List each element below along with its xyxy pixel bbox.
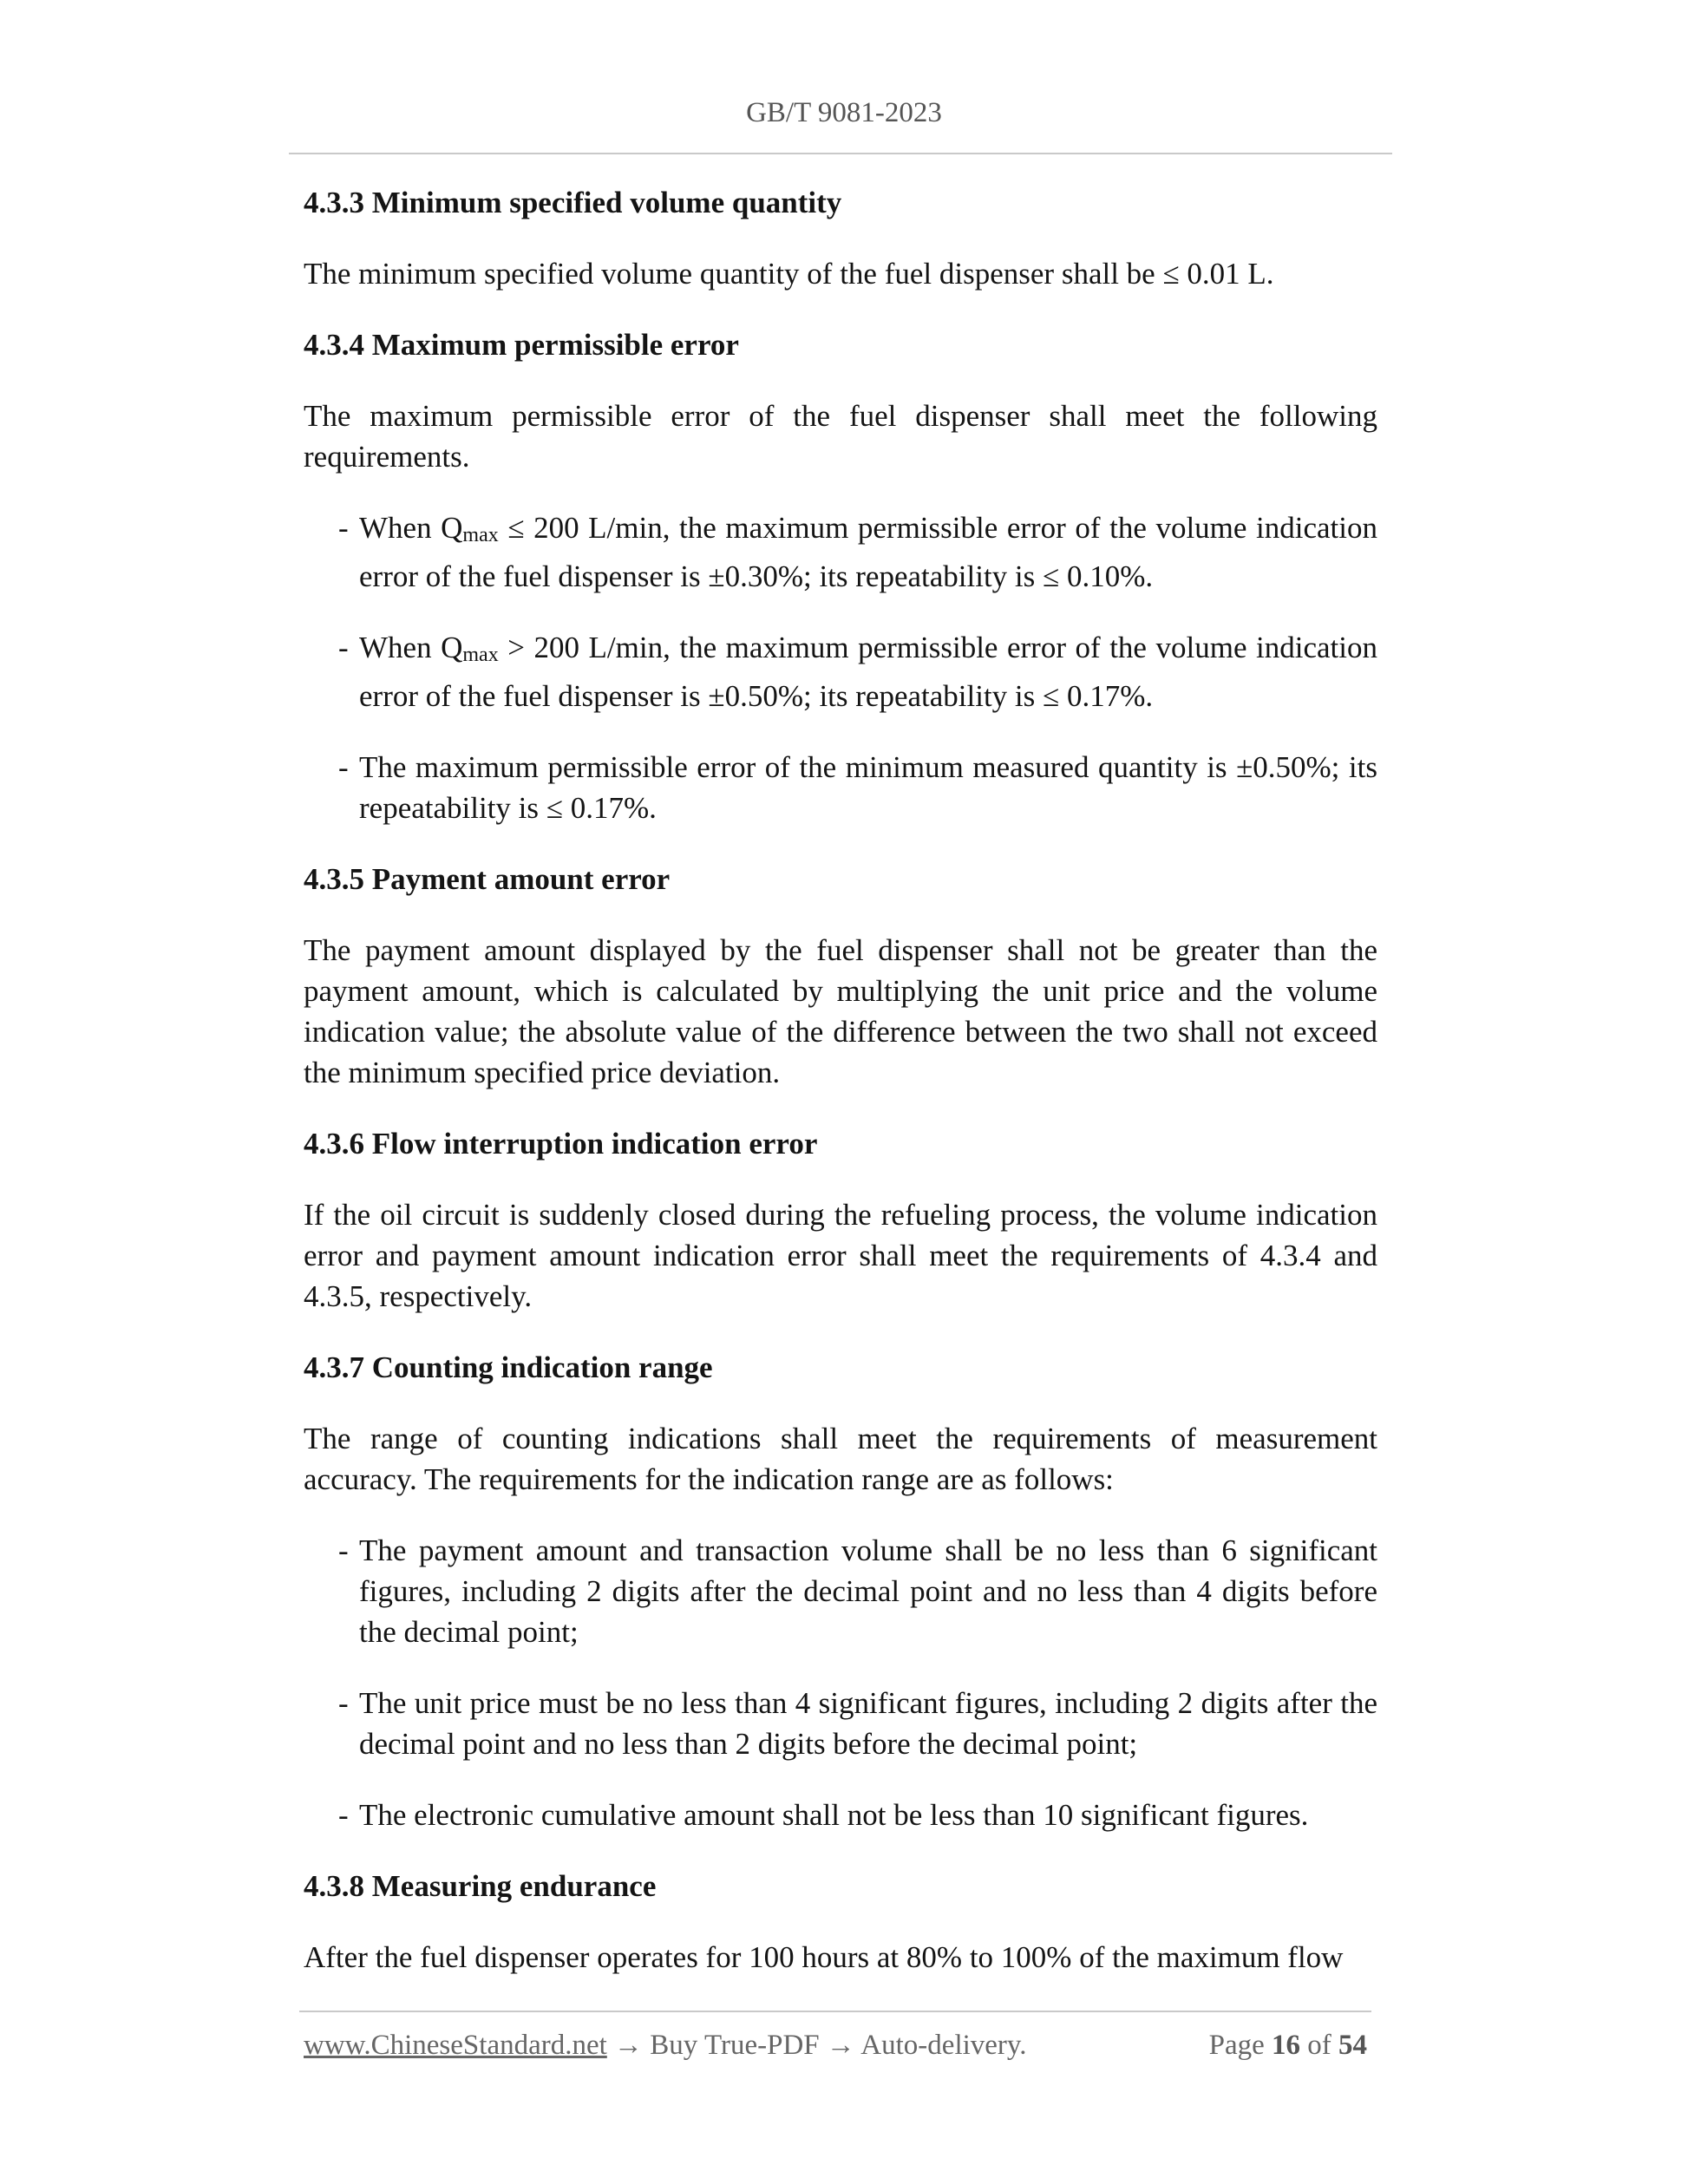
promo-text: → Buy True-PDF → Auto-delivery. bbox=[606, 2030, 1027, 2061]
page-content bbox=[304, 182, 1377, 1978]
site-link[interactable]: www.ChineseStandard.net bbox=[304, 2030, 607, 2061]
document-code-header: GB/T 9081-2023 bbox=[746, 97, 942, 128]
heading-4-3-7: 4.3.7 Counting indication range bbox=[304, 1350, 713, 1384]
total-pages: 54 bbox=[1338, 2030, 1367, 2061]
heading-4-3-5: 4.3.5 Payment amount error bbox=[304, 862, 671, 896]
footer-promo bbox=[304, 2030, 1027, 2062]
paragraph-4-3-3: The minimum specified volume quantity of the fuel dispenser shall be ≤ 0.01 L. bbox=[304, 257, 1274, 291]
list-item: - The payment amount and transaction volume shall be no less than 6 significant figures, including 2 digits after the decimal point and no less than 4 digits before the decimal point; bbox=[304, 1530, 1377, 1652]
page-number: Page 16 of 54 bbox=[1208, 2030, 1367, 2061]
list-item: - The electronic cumulative amount shall not be less than 10 significant figures. bbox=[304, 1795, 1377, 1835]
paragraph-4-3-8: After the fuel dispenser operates for 100 hours at 80% to 100% of the maximum flow bbox=[304, 1940, 1344, 1974]
list-item: - The maximum permissible error of the minimum measured quantity is ±0.50%; its repeatability is ≤ 0.17%. bbox=[304, 747, 1377, 828]
heading-4-3-6: 4.3.6 Flow interruption indication error bbox=[304, 1127, 818, 1161]
bullet-dash: - bbox=[338, 1533, 349, 1567]
footer-divider bbox=[299, 2011, 1371, 2012]
paragraph-4-3-6: If the oil circuit is suddenly closed during the refueling process, the volume indication error and payment amount indication error shall meet the requirements of 4.3.4 and 4.3.5, respectively. bbox=[304, 1198, 1377, 1313]
header-divider bbox=[289, 153, 1392, 154]
paragraph-4-3-4: The maximum permissible error of the fuel dispenser shall meet the following requirements. bbox=[304, 399, 1377, 474]
list-item: - When $Q_{max} > 200$ L/min, the maximum permissible error of the volume indication error of the fuel dispenser is ±0.50%; its repeatability is ≤ 0.17%. bbox=[304, 627, 1377, 716]
heading-4-3-8: 4.3.8 Measuring endurance bbox=[304, 1869, 657, 1903]
bullet-dash: - bbox=[338, 750, 349, 784]
list-item: - The unit price must be no less than 4 significant figures, including 2 digits after the decimal point and no less than 2 digits before the decimal point; bbox=[304, 1683, 1377, 1764]
bullet-dash: - bbox=[338, 511, 349, 545]
paragraph-4-3-5: The payment amount displayed by the fuel dispenser shall not be greater than the payment amount, which is calculated by multiplying the unit price and the volume indication value; the absolute value of the difference between the two shall not exceed the minimum specified price deviation. bbox=[304, 933, 1377, 1089]
heading-4-3-3: 4.3.3 Minimum specified volume quantity bbox=[304, 186, 842, 219]
bullet-dash: - bbox=[338, 1686, 349, 1720]
bullet-dash: - bbox=[338, 1798, 349, 1832]
current-page: 16 bbox=[1272, 2030, 1300, 2061]
bullet-dash: - bbox=[338, 631, 349, 664]
paragraph-4-3-7: The range of counting indications shall meet the requirements of measurement accuracy. The requirements for the indication range are as follows: bbox=[304, 1422, 1377, 1496]
list-item: - When $Q_{max} \le 200$ L/min, the maximum permissible error of the volume indication error of the fuel dispenser is ±0.30%; its repeatability is ≤ 0.10%. bbox=[304, 507, 1377, 597]
heading-4-3-4: 4.3.4 Maximum permissible error bbox=[304, 328, 739, 362]
